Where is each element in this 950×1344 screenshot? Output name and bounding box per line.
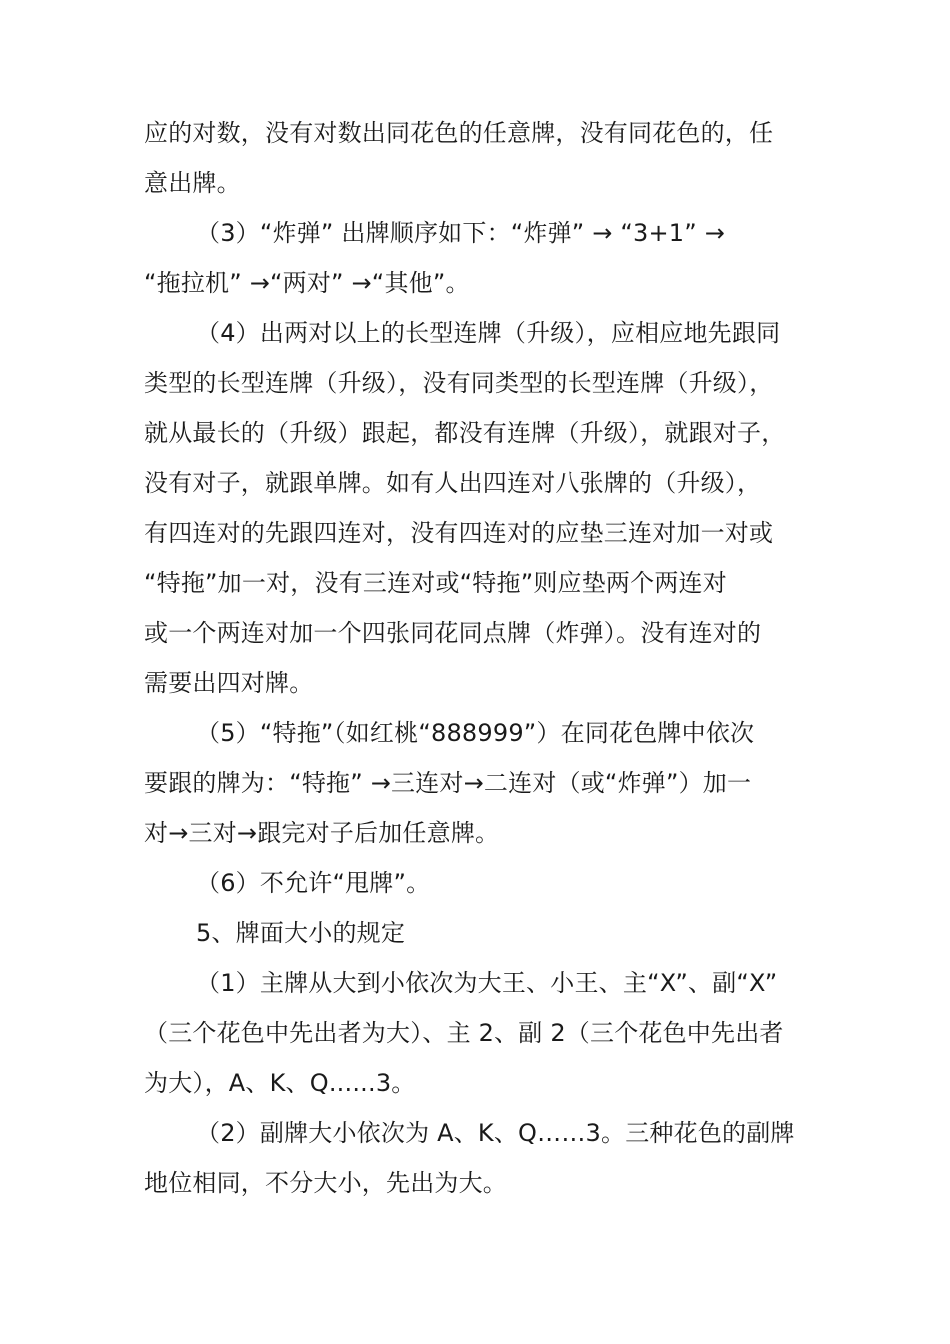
- text-line: 地位相同，不分大小，先出为大。: [144, 1169, 507, 1197]
- text-line: 意出牌。: [144, 169, 241, 197]
- text-line: 对→三对→跟完对子后加任意牌。: [144, 819, 500, 847]
- text-line: （1）主牌从大到小依次为大王、小王、主“X”、副“X”: [196, 969, 778, 997]
- text-line: 或一个两连对加一个四张同花同点牌（炸弹）。没有连对的: [144, 619, 762, 647]
- text-line: （3）“炸弹” 出牌顺序如下：“炸弹” → “3+1” →: [196, 219, 726, 247]
- text-line: 应的对数，没有对数出同花色的任意牌，没有同花色的，任: [144, 119, 774, 147]
- text-line: 要跟的牌为：“特拖” →三连对→二连对（或“炸弹”）加一: [144, 769, 752, 797]
- text-line: 有四连对的先跟四连对，没有四连对的应垫三连对加一对或: [144, 519, 774, 547]
- text-line: （6）不允许“甩牌”。: [196, 869, 431, 897]
- text-line: 为大），A、K、Q......3。: [144, 1069, 416, 1097]
- text-line: 需要出四对牌。: [144, 669, 314, 697]
- text-line: （2）副牌大小依次为 A、K、Q……3。三种花色的副牌: [196, 1119, 795, 1147]
- text-line: “拖拉机” →“两对” →“其他”。: [144, 269, 470, 297]
- text-line: （5）“特拖”（如红桃“888999”）在同花色牌中依次: [196, 719, 755, 747]
- document-body: [144, 108, 808, 1208]
- text-line: （三个花色中先出者为大）、主 2、副 2（三个花色中先出者: [144, 1019, 784, 1047]
- text-line: 类型的长型连牌（升级），没有同类型的长型连牌（升级），: [144, 369, 774, 397]
- section-heading: 5、牌面大小的规定: [196, 919, 406, 947]
- text-line: 没有对子，就跟单牌。如有人出四连对八张牌的（升级），: [144, 469, 762, 497]
- text-line: “特拖”加一对，没有三连对或“特拖”则应垫两个两连对: [144, 569, 727, 597]
- text-line: （4）出两对以上的长型连牌（升级），应相应地先跟同: [196, 319, 781, 347]
- text-line: 就从最长的（升级）跟起，都没有连牌（升级），就跟对子，: [144, 419, 786, 447]
